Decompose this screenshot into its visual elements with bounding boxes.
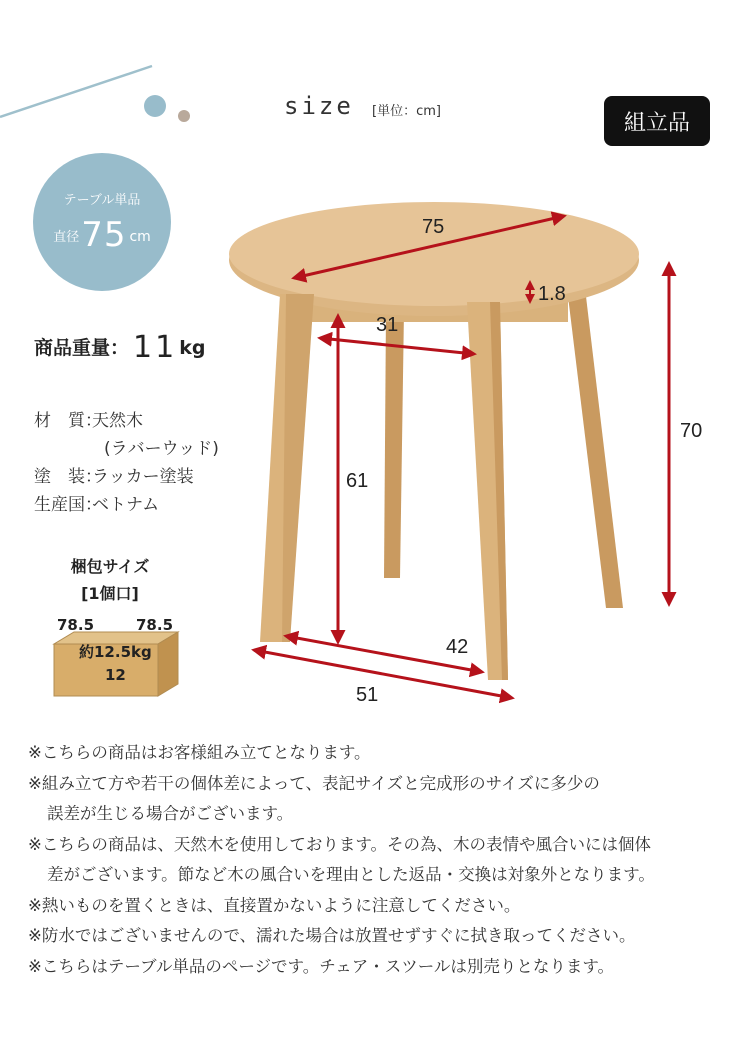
spec-key: 塗 装： — [34, 467, 102, 487]
diameter-label: テーブル単品 — [63, 193, 141, 208]
weight-label: 商品重量： — [34, 337, 130, 359]
spec-value: (ラバーウッド) — [104, 439, 219, 459]
page-title: size — [284, 92, 354, 120]
diameter-prefix: 直径 — [53, 230, 80, 245]
note-line: ※組み立て方や若干の個体差によって、表記サイズと完成形のサイズに多少の — [28, 773, 600, 793]
spec-value: 天然木 — [92, 411, 143, 431]
spec-key: 材 質： — [34, 411, 102, 431]
note-line: 差がございます。節など木の風合いを理由とした返品・交換は対象外となります。 — [47, 865, 655, 884]
assembly-badge: 組立品 — [604, 96, 710, 146]
dim-diameter: 75 — [422, 216, 445, 238]
spec-origin — [34, 490, 159, 515]
note-line: ※こちらはテーブル単品のページです。チェア・スツールは別売りとなります。 — [28, 956, 615, 976]
table-illustration — [220, 190, 690, 710]
weight-unit: kg — [179, 337, 206, 359]
dim-apron: 31 — [376, 314, 399, 336]
note-line: ※防水ではございませんので、濡れた場合は放置せずすぐに拭き取ってください。 — [28, 926, 636, 945]
diameter-value: 75 — [81, 215, 127, 255]
weight-value: 11 — [133, 330, 178, 365]
decor-dot-blue — [144, 95, 166, 117]
decor-line — [0, 66, 152, 117]
spec-key: 生産国： — [34, 495, 102, 515]
product-weight — [34, 330, 205, 365]
dim-height: 70 — [680, 420, 703, 442]
package-weight: 約12.5kg — [79, 643, 152, 661]
package-width: 78.5 — [57, 616, 95, 634]
notes-list — [28, 738, 728, 982]
decor-dot-beige — [178, 110, 190, 122]
package-title: 梱包サイズ — [70, 557, 150, 576]
spec-value: ラッカー塗装 — [92, 467, 194, 487]
package-subtitle: [1個口] — [81, 584, 139, 603]
diameter-unit: cm — [129, 229, 151, 245]
spec-material-detail — [104, 434, 219, 459]
note-line: ※こちらの商品はお客様組み立てとなります。 — [28, 743, 371, 762]
dim-under-apron: 61 — [346, 470, 369, 492]
note-line: 誤差が生じる場合がございます。 — [47, 804, 294, 823]
dim-leg-outer: 51 — [356, 684, 379, 706]
note-line: ※こちらの商品は、天然木を使用しております。その為、木の表情や風合いには個体 — [28, 834, 652, 854]
package-height: 12 — [105, 666, 126, 684]
dim-thickness: 1.8 — [538, 283, 566, 305]
spec-material — [34, 406, 143, 431]
package-depth: 78.5 — [136, 616, 174, 634]
dim-leg-inner: 42 — [446, 636, 469, 658]
note-line: ※熱いものを置くときは、直接置かないように注意してください。 — [28, 895, 521, 915]
spec-value: ベトナム — [92, 495, 160, 515]
spec-finish — [34, 462, 194, 487]
diameter-circle — [33, 153, 171, 291]
unit-label: [単位：cm] — [372, 104, 441, 119]
arrow-leg-outer — [254, 650, 512, 698]
diameter-row — [33, 215, 171, 255]
